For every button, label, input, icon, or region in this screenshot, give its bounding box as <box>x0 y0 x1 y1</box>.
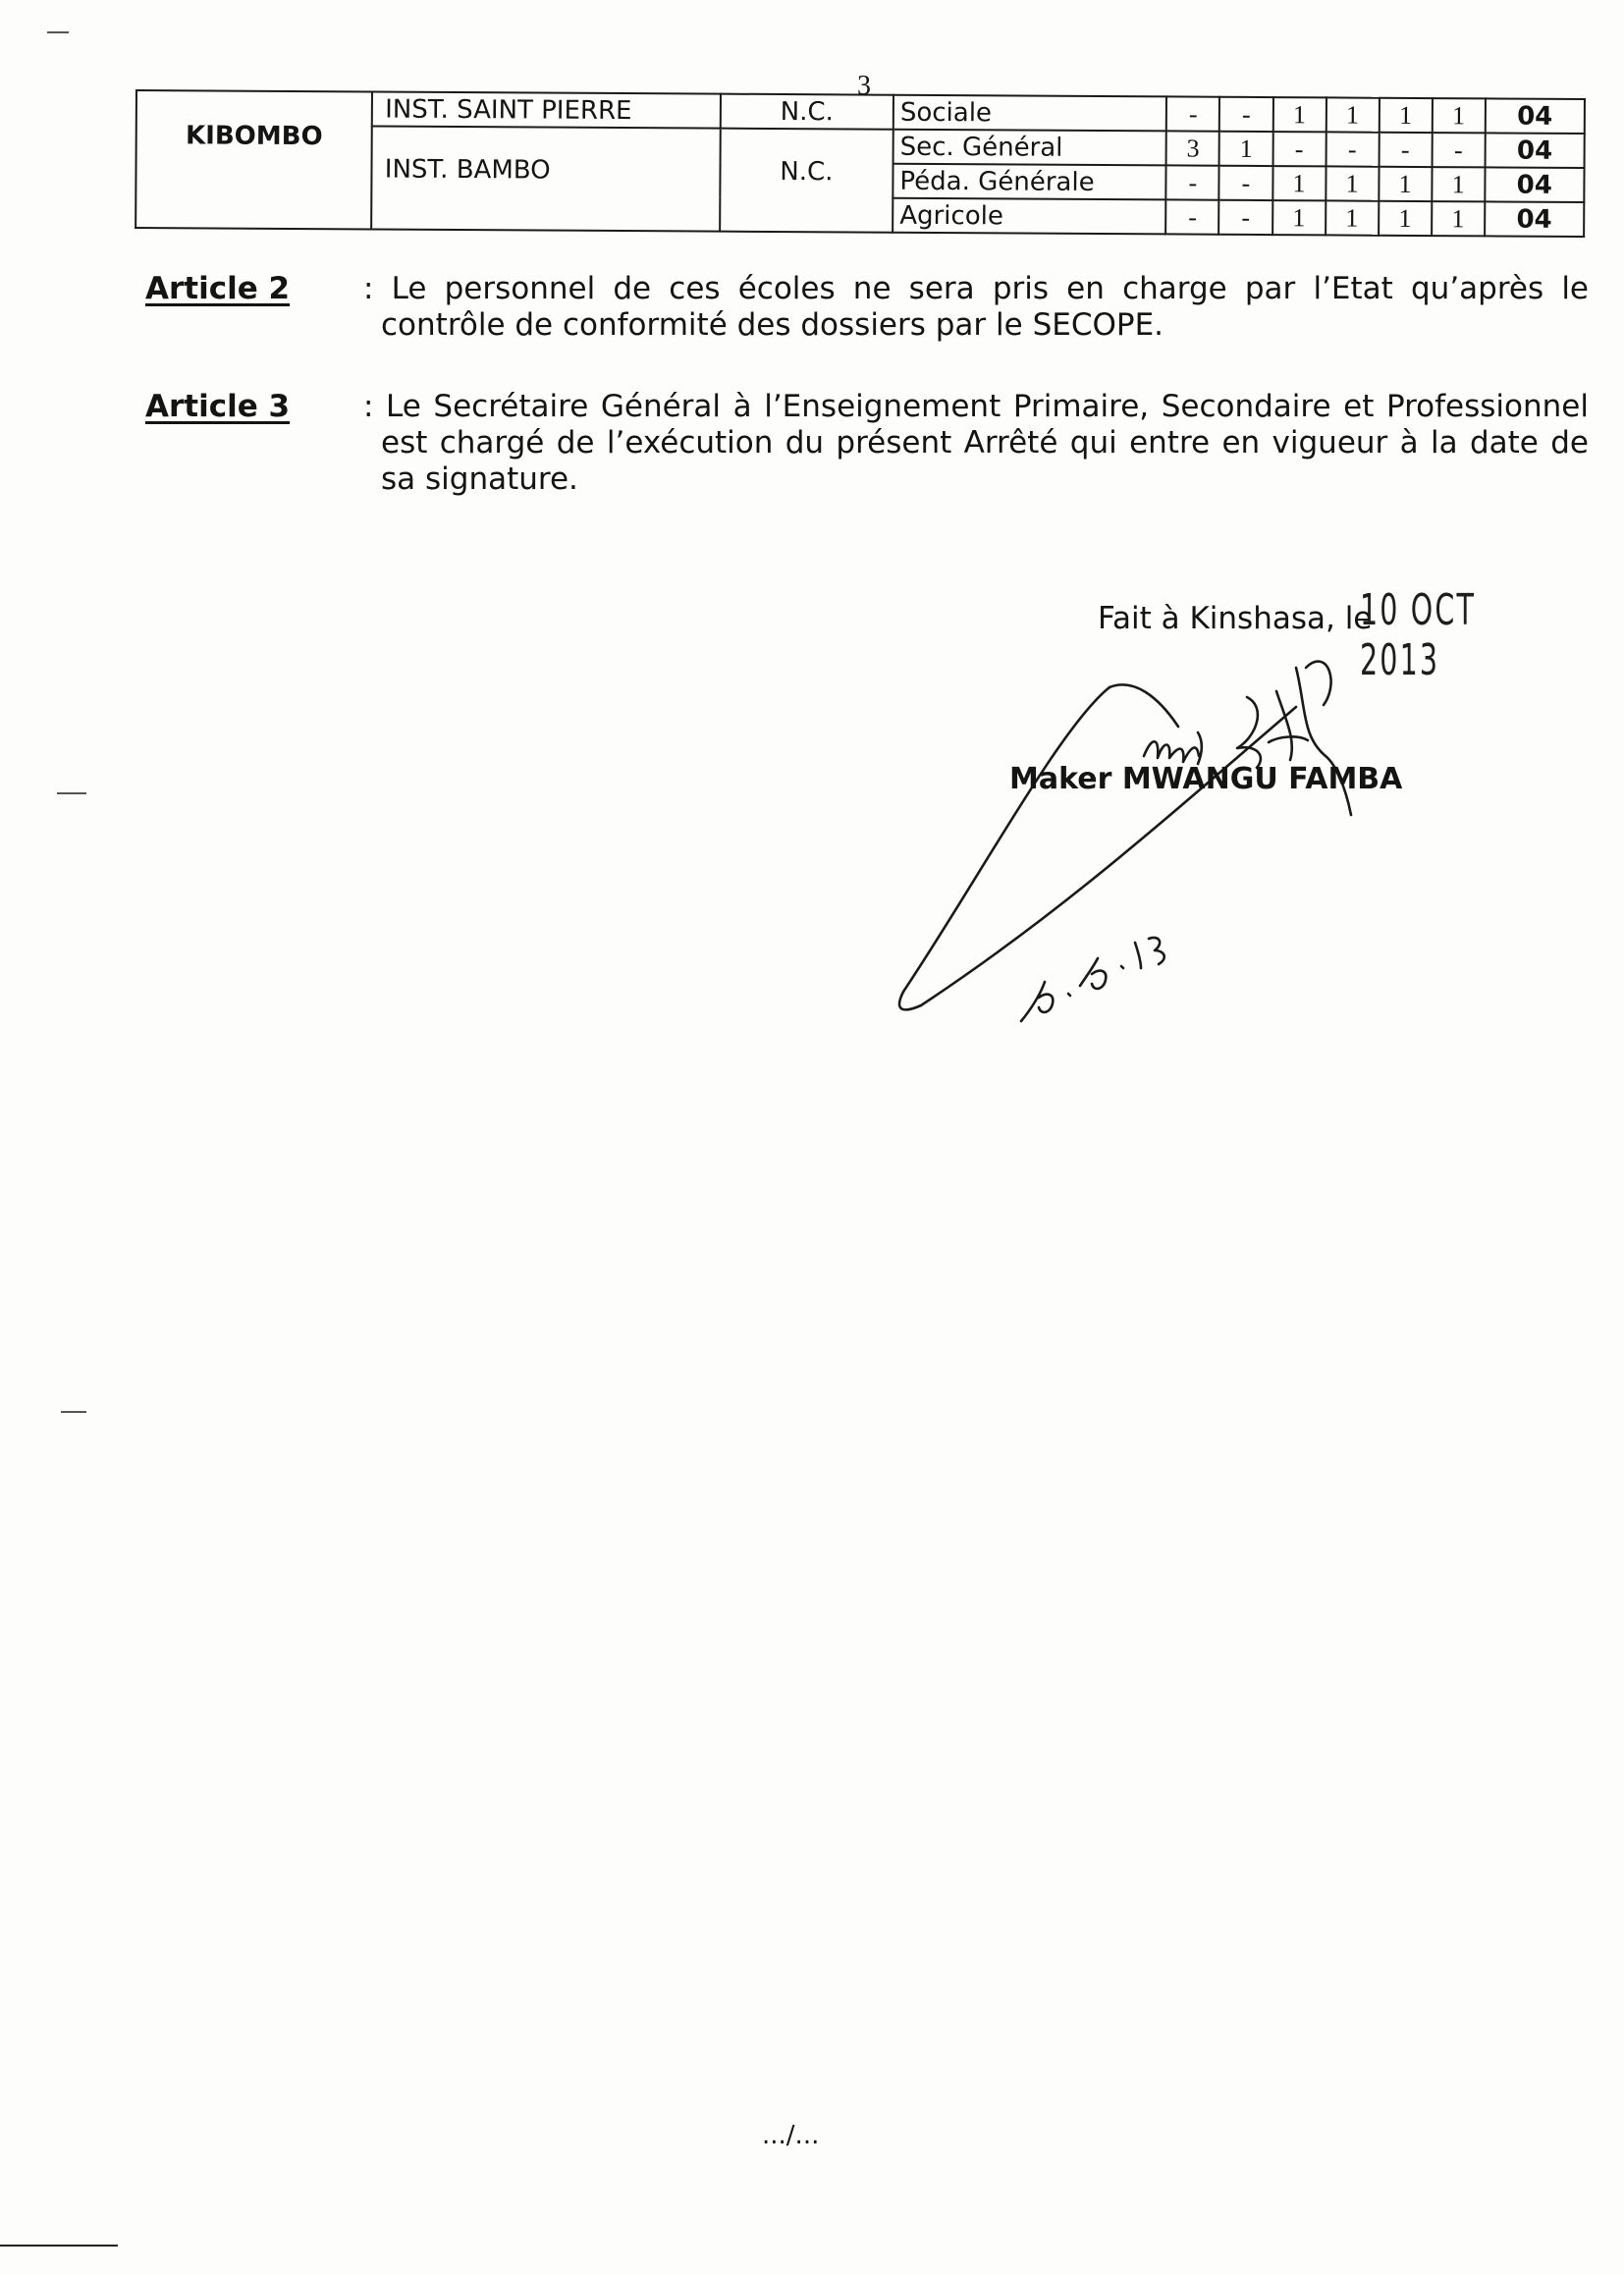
class-cell: - <box>1272 132 1326 166</box>
scan-speck <box>57 792 86 794</box>
class-cell: 3 <box>1166 131 1219 165</box>
option-cell: Sociale <box>893 95 1167 132</box>
class-cell: - <box>1166 96 1219 131</box>
class-cell: 1 <box>1326 200 1379 235</box>
class-cell: 1 <box>1272 166 1326 200</box>
place-and-date: Fait à Kinshasa, le <box>1098 601 1373 636</box>
class-cell: 1 <box>1272 97 1326 132</box>
scan-edge-line <box>0 2245 118 2247</box>
class-cell: 1 <box>1219 132 1272 166</box>
class-cell: - <box>1432 133 1485 167</box>
scan-speck <box>61 1411 86 1413</box>
article-2 <box>145 271 1589 344</box>
class-cell: 1 <box>1432 98 1485 133</box>
class-cell: - <box>1219 200 1272 235</box>
schools-table <box>135 89 1586 238</box>
class-cell: 1 <box>1379 201 1432 236</box>
class-cell: 1 <box>1379 98 1432 133</box>
class-cell: - <box>1166 199 1219 234</box>
school-cell: INST. BAMBO <box>371 126 720 231</box>
class-cell: - <box>1219 97 1272 132</box>
page-number: 3 <box>857 71 871 101</box>
article-label: Article 3 <box>145 389 291 424</box>
class-cell: 1 <box>1272 200 1326 235</box>
total-cell: 04 <box>1485 167 1584 202</box>
article-text: : Le Secrétaire Général à l’Enseignement Primaire, Secondaire et Professionnel est chargé de l’exécution du présent Arrêté qui entre en vigueur à la date de sa signature. <box>363 389 1589 497</box>
class-cell: 1 <box>1326 97 1379 132</box>
class-cell: - <box>1166 165 1219 199</box>
school-cell: INST. SAINT PIERRE <box>372 91 721 128</box>
class-cell: 1 <box>1432 167 1485 201</box>
status-cell: N.C. <box>721 94 893 130</box>
option-cell: Péda. Générale <box>893 164 1166 200</box>
article-label: Article 2 <box>145 271 291 306</box>
territory-cell: KIBOMBO <box>135 90 372 229</box>
class-cell: - <box>1219 166 1272 200</box>
article-text: : Le personnel de ces écoles ne sera pris en charge par l’Etat qu’après le contrôle de conformité des dossiers par le SECOPE. <box>363 271 1589 343</box>
option-cell: Agricole <box>893 198 1166 235</box>
total-cell: 04 <box>1485 133 1584 168</box>
continuation-mark: .../... <box>762 2121 820 2150</box>
class-cell: - <box>1379 133 1432 167</box>
status-cell: N.C. <box>720 129 893 233</box>
handwritten-signature <box>864 648 1414 1060</box>
total-cell: 04 <box>1486 98 1585 134</box>
class-cell: 1 <box>1326 166 1379 200</box>
article-3 <box>145 389 1589 498</box>
option-cell: Sec. Général <box>893 130 1167 166</box>
scan-speck <box>47 31 69 33</box>
class-cell: 1 <box>1432 201 1485 236</box>
date-stamp: 10 OCT 2013 <box>1360 585 1477 685</box>
class-cell: 1 <box>1379 167 1432 201</box>
table-row <box>136 90 1585 134</box>
signatory-name: Maker MWANGU FAMBA <box>1009 762 1403 796</box>
class-cell: - <box>1326 132 1379 166</box>
total-cell: 04 <box>1485 201 1584 237</box>
